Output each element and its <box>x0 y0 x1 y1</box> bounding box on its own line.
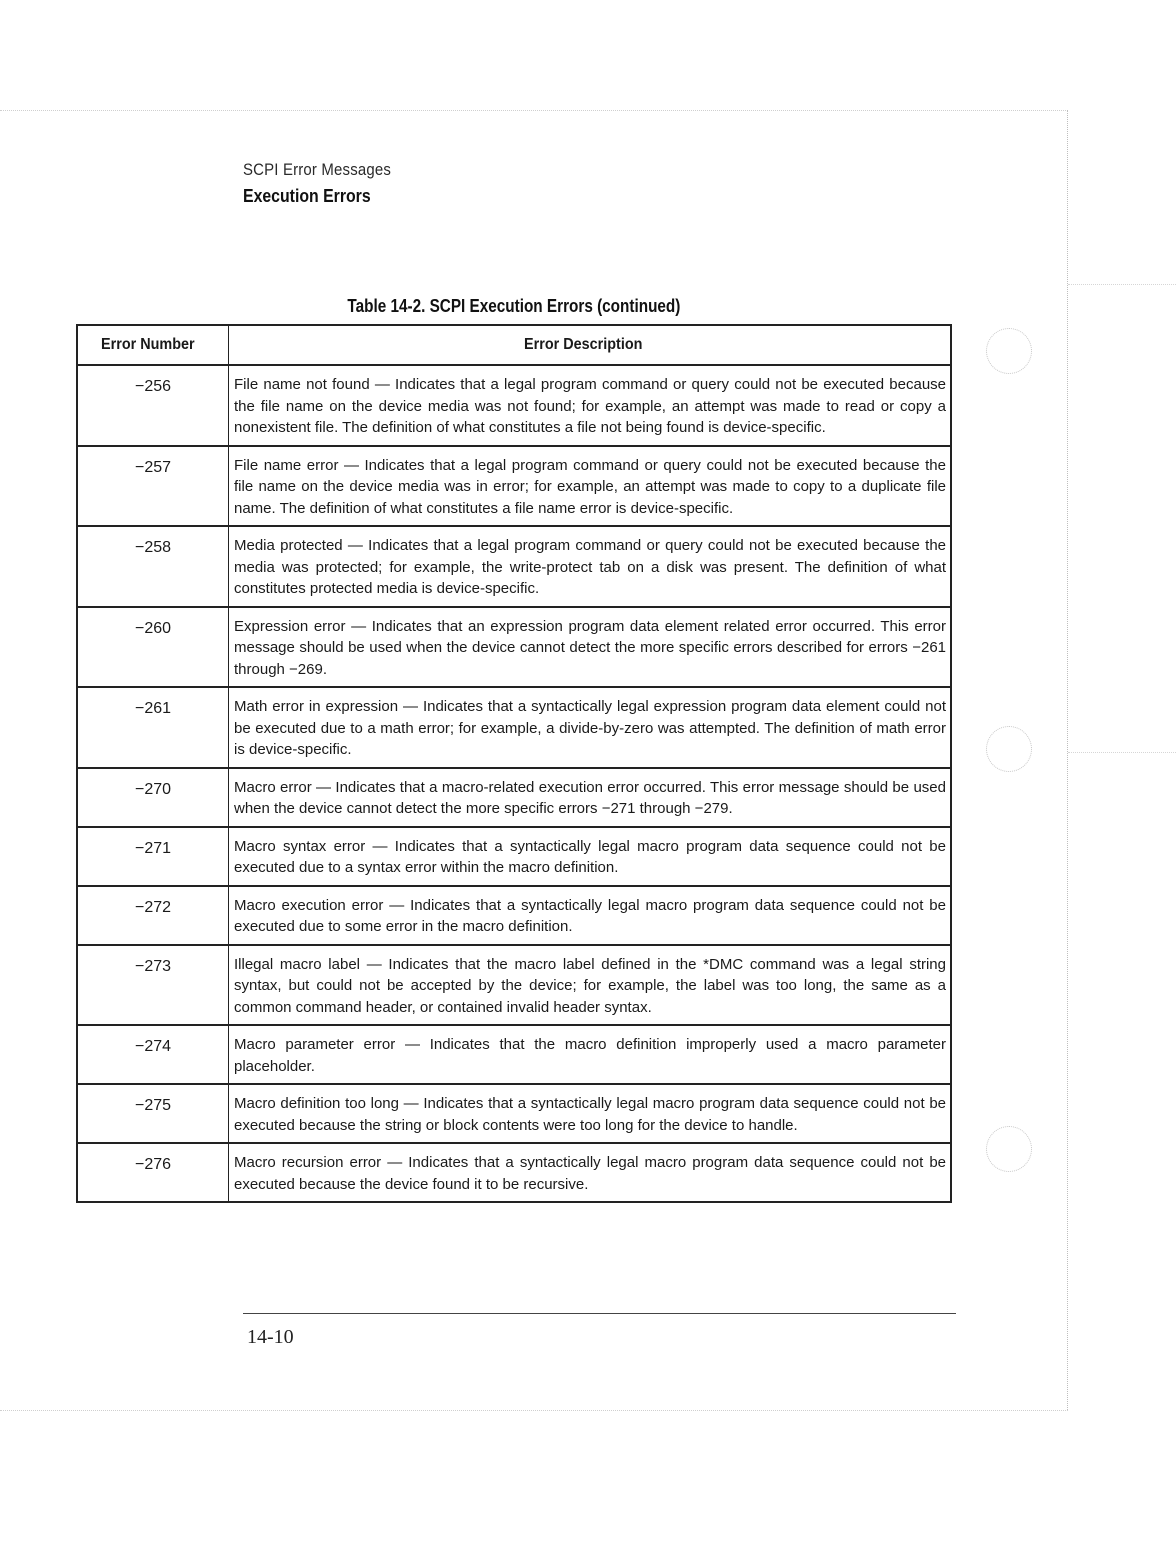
error-number: −274 <box>77 1025 229 1084</box>
footer-rule <box>243 1313 956 1314</box>
error-description: Macro parameter error — Indicates that the macro definition improperly used a macro parameter placeholder. <box>229 1025 952 1084</box>
table-caption-text: Table 14-2. SCPI Execution Errors (continued) <box>347 296 681 316</box>
error-description: Illegal macro label — Indicates that the macro label defined in the *DMC command was a legal string syntax, but could not be accepted by the device; for example, the label was too long, the same as a common command header, or contained invalid header syntax. <box>229 945 952 1026</box>
table-row <box>77 1025 951 1084</box>
page-number: 14-10 <box>247 1326 294 1348</box>
table-row <box>77 607 951 688</box>
punch-hole <box>986 1126 1032 1172</box>
error-table <box>76 324 952 1203</box>
column-header-error-description: Error Description <box>229 325 952 365</box>
running-head <box>243 160 411 207</box>
error-description: Macro definition too long — Indicates that a syntactically legal macro program data sequence could not be executed because the string or block contents were too long for the device to handle. <box>229 1084 952 1143</box>
column-header-error-number: Error Number <box>77 325 229 365</box>
table-row <box>77 945 951 1026</box>
error-number: −271 <box>77 827 229 886</box>
table-header-row <box>77 325 951 365</box>
table-row <box>77 1084 951 1143</box>
table-row <box>77 365 951 446</box>
table-row <box>77 446 951 527</box>
error-description: Macro execution error — Indicates that a syntactically legal macro program data sequence could not be executed due to some error in the macro definition. <box>229 886 952 945</box>
punch-hole <box>986 328 1032 374</box>
table-row <box>77 687 951 768</box>
error-description: Macro recursion error — Indicates that a syntactically legal macro program data sequence could not be executed because the device found it to be recursive. <box>229 1143 952 1202</box>
trim-line-bottom <box>0 1410 1068 1411</box>
error-number: −272 <box>77 886 229 945</box>
error-number: −273 <box>77 945 229 1026</box>
trim-tick <box>1068 752 1176 753</box>
trim-line-top <box>0 110 1068 111</box>
table-row <box>77 886 951 945</box>
table-row <box>77 1143 951 1202</box>
chapter-title: SCPI Error Messages <box>243 160 392 179</box>
error-number: −257 <box>77 446 229 527</box>
error-number: −260 <box>77 607 229 688</box>
section-title: Execution Errors <box>243 186 371 206</box>
trim-line-right <box>1067 110 1068 1410</box>
error-description: Expression error — Indicates that an expression program data element related error occurred. This error message should be used when the device cannot detect the more specific errors described for errors −261 through −269. <box>229 607 952 688</box>
error-description: Math error in expression — Indicates that a syntactically legal expression program data element could not be executed due to a math error; for example, a divide-by-zero was attempted. The definition of math error is device-specific. <box>229 687 952 768</box>
error-number: −275 <box>77 1084 229 1143</box>
error-description: Media protected — Indicates that a legal program command or query could not be executed because the media was protected; for example, the write-protect tab on a disk was present. The definition of what constitutes protected media is device-specific. <box>229 526 952 607</box>
punch-hole <box>986 726 1032 772</box>
error-description: File name error — Indicates that a legal program command or query could not be executed because the file name on the device media was in error; for example, an attempt was made to copy to a duplicate file name. The definition of what constitutes a file name error is device-specific. <box>229 446 952 527</box>
error-description: Macro syntax error — Indicates that a syntactically legal macro program data sequence could not be executed due to a syntax error within the macro definition. <box>229 827 952 886</box>
error-number: −258 <box>77 526 229 607</box>
error-number: −276 <box>77 1143 229 1202</box>
table-caption <box>76 296 952 317</box>
error-description: File name not found — Indicates that a legal program command or query could not be executed because the file name on the device media was not found; for example, an attempt was made to read or copy a nonexistent file. The definition of what constitutes a file not being found is device-specific. <box>229 365 952 446</box>
table-row <box>77 768 951 827</box>
table-row <box>77 526 951 607</box>
trim-tick <box>1068 284 1176 285</box>
error-number: −261 <box>77 687 229 768</box>
error-description: Macro error — Indicates that a macro-related execution error occurred. This error message should be used when the device cannot detect the more specific errors −271 through −279. <box>229 768 952 827</box>
error-number: −270 <box>77 768 229 827</box>
error-number: −256 <box>77 365 229 446</box>
table-row <box>77 827 951 886</box>
